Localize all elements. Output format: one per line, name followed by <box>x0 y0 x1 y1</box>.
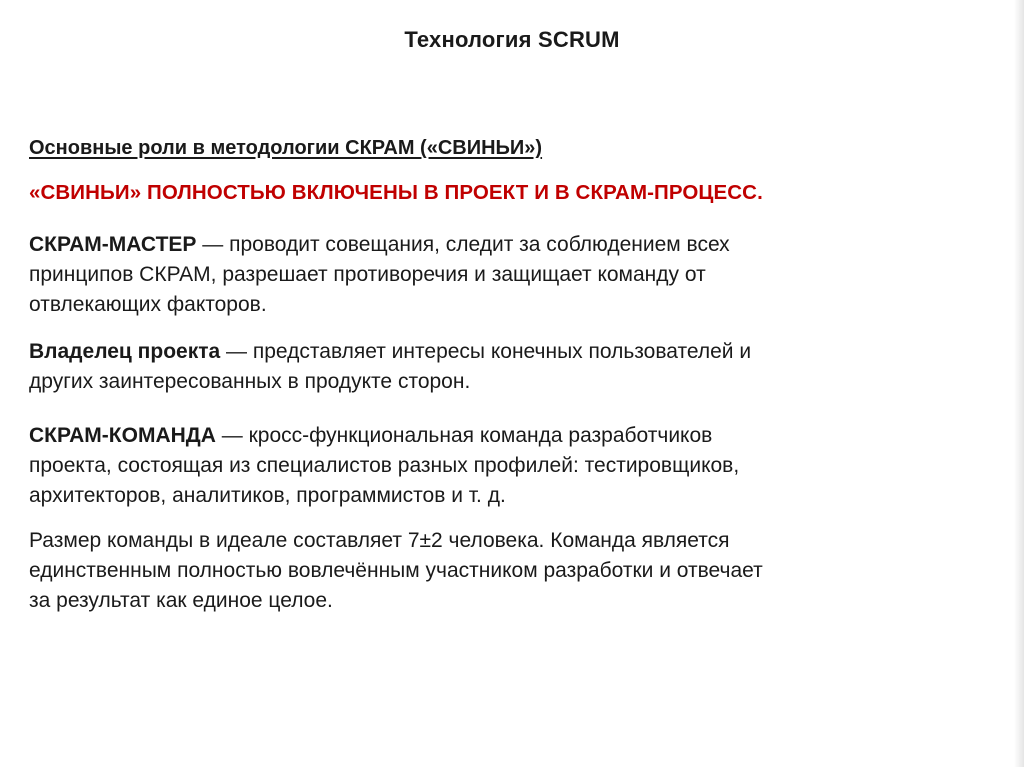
role-text: архитекторов, аналитиков, программистов и т. д. <box>29 484 506 507</box>
team-size-text: за результат как единое целое. <box>29 589 333 612</box>
role-term: Владелец проекта <box>29 340 221 363</box>
slide-edge-shadow <box>1014 0 1024 767</box>
role-term: СКРАМ-МАСТЕР <box>29 233 197 256</box>
role-text: — кросс-функциональная команда разработчиков <box>215 424 713 447</box>
slide-title: Технология SCRUM <box>404 27 620 52</box>
role-text: — представляет интересы конечных пользователей и <box>220 340 752 363</box>
role-text: проекта, состоящая из специалистов разных профилей: тестировщиков, <box>29 454 740 477</box>
role-text: — проводит совещания, следит за соблюдением всех <box>196 233 730 256</box>
role-term: СКРАМ-КОМАНДА <box>29 424 216 447</box>
role-text: принципов СКРАМ, разрешает противоречия и защищает команду от <box>29 263 706 286</box>
highlight-statement: «СВИНЬИ» ПОЛНОСТЬЮ ВКЛЮЧЕНЫ В ПРОЕКТ И В СКРАМ-ПРОЦЕСС. <box>29 181 763 204</box>
role-product-owner <box>29 337 949 397</box>
team-size-text: единственным полностью вовлечённым участником разработки и отвечает <box>29 559 763 582</box>
role-scrum-team <box>29 421 949 511</box>
team-size-text: Размер команды в идеале составляет 7±2 человека. Команда является <box>29 529 730 552</box>
team-size-paragraph <box>29 526 949 616</box>
role-text: других заинтересованных в продукте сторон. <box>29 370 471 393</box>
slide-subtitle: Основные роли в методологии СКРАМ («СВИНЬИ») <box>29 137 543 159</box>
role-text: отвлекающих факторов. <box>29 293 267 316</box>
role-scrum-master <box>29 230 949 320</box>
